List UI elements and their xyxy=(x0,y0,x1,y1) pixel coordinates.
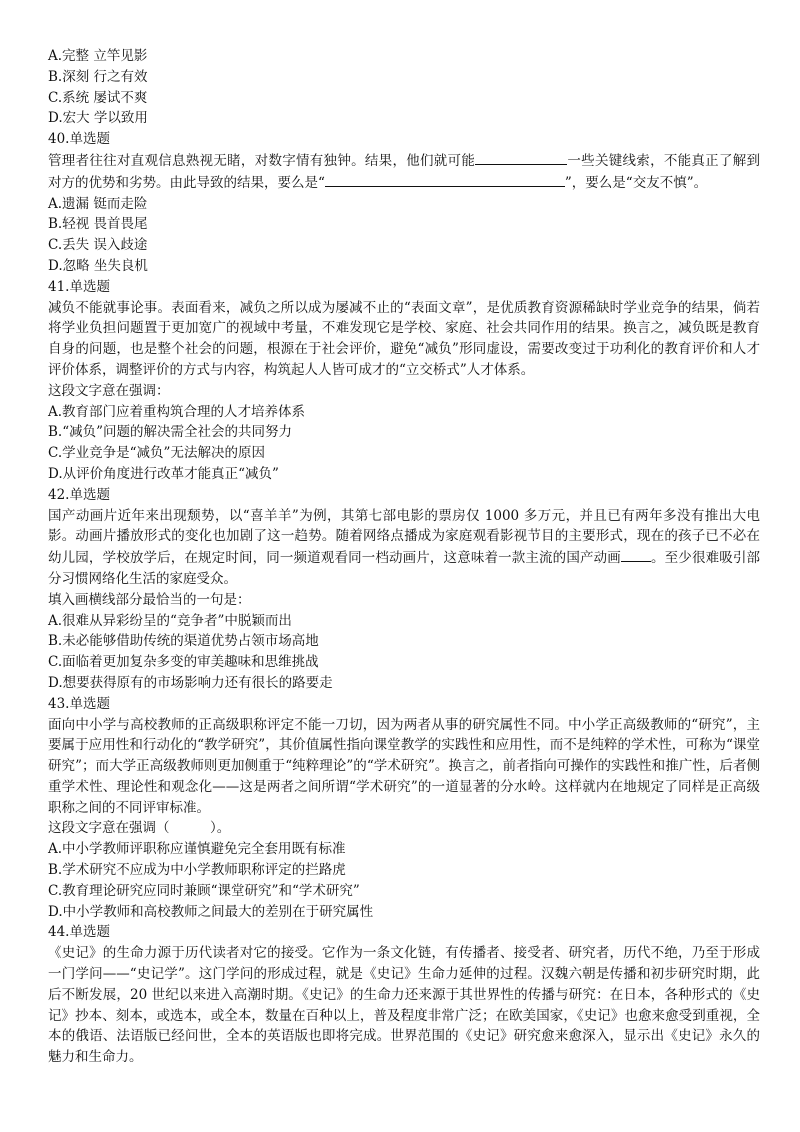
option-c[interactable]: C.面临着更加复杂多变的审美趣味和思维挑战 xyxy=(48,654,319,671)
option-a[interactable]: A.遗漏 铤而走险 xyxy=(48,195,148,212)
question-header: 42.单选题 xyxy=(48,486,110,503)
stem-text: 一些关键线索，不能真正了解到对方的优势和劣势。由此导致的结果，要么是“ xyxy=(48,152,761,191)
option-a[interactable]: A.教育部门应着重构筑合理的人才培养体系 xyxy=(48,403,306,420)
question-stem: 《史记》的生命力源于历代读者对它的接受。它作为一条文化链，有传播者、接受者、研究者，历代不绝，乃至于形成一门学问——“史记学”。这门学问的形成过程，就是《史记》生命力延伸的过程。汉魏六朝是传播和初步研究时期，此后不断发展，20 世纪以来进入高潮时期。《史记》的生命力还来源于其世界性的传播与研究：在日本，各种形式的《史记》抄本、刻本，或选本，或全本，数量在百种以上，普及程度非常广泛；在欧美国家，《史记》也愈来愈受到重视，全本的俄语、法语版已经问世，全本的英语版也即将完成。世界范围的《史记》研究愈来愈深入，显示出《史记》永久的魅力和生命力。 xyxy=(48,945,760,1066)
option-b[interactable]: B.“减负”问题的解决需全社会的共同努力 xyxy=(48,424,293,441)
question-43 xyxy=(48,694,760,923)
option-a[interactable]: A.完整 立竿见影 xyxy=(48,48,148,64)
option-d[interactable]: D.中小学教师和高校教师之间最大的差别在于研究属性 xyxy=(48,903,374,920)
question-header: 40.单选题 xyxy=(48,131,110,148)
option-c[interactable]: C.学业竞争是“减负”无法解决的原因 xyxy=(48,445,265,462)
question-prompt: 这段文字意在强调： xyxy=(48,382,170,399)
question-stem: 面向中小学与高校教师的正高级职称评定不能一刀切，因为两者从事的研究属性不同。中小学正高级教师的“研究”，主要属于应用性和行动化的“教学研究”，其价值属性指向课堂教学的实践性和应用性，而不是纯粹的学术性，可称为“课堂研究”；而大学正高级教师则更加侧重于“纯粹理论”的“学术研究”。换言之，前者指向可操作的实践性和推广性，后者侧重学术性、理论性和观念化——这是两者之间所谓“学术研究”的一道显著的分水岭。这样就内在地规定了同样是正高级职称之间的不同评审标准。 xyxy=(48,716,760,816)
question-header: 44.单选题 xyxy=(48,924,110,941)
option-a[interactable]: A.很难从异彩纷呈的“竞争者”中脱颖而出 xyxy=(48,612,292,629)
option-c[interactable]: C.系统 屡试不爽 xyxy=(48,89,148,106)
q39-options xyxy=(48,46,760,129)
question-prompt: 填入画横线部分最恰当的一句是： xyxy=(48,591,251,608)
question-header: 43.单选题 xyxy=(48,695,110,712)
question-stem xyxy=(48,506,760,590)
exam-page xyxy=(48,46,760,1068)
answer-blank xyxy=(475,150,567,165)
stem-text: ”，要么是“交友不慎”。 xyxy=(564,174,708,191)
question-stem: 减负不能就事论事。表面看来，减负之所以成为屡减不止的“表面文章”，是优质教育资源稀缺时学业竞争的结果，倘若将学业负担问题置于更加宽广的视域中考量，不难发现它是学校、家庭、社会共同作用的结果。换言之，减负既是教育自身的问题，也是整个社会的问题，根源在于社会评价，避免“减负”形同虚设，需要改变过于功利化的教育评价和人才评价体系，调整评价的方式与内容，构筑起人人皆可成才的“立交桥式”人才体系。 xyxy=(48,299,760,378)
stem-text: 。至少很难吸引部分习惯网络化生活的家庭受众。 xyxy=(48,550,761,587)
option-b[interactable]: B.学术研究不应成为中小学教师职称评定的拦路虎 xyxy=(48,862,346,879)
stem-text: 管理者往往对直观信息熟视无睹，对数字情有独钟。结果，他们就可能 xyxy=(48,152,476,169)
option-d[interactable]: D.从评价角度进行改革才能真正“减负” xyxy=(48,465,279,482)
option-b[interactable]: B.深刻 行之有效 xyxy=(48,68,148,85)
question-stem xyxy=(48,150,760,194)
question-44 xyxy=(48,922,760,1068)
answer-blank xyxy=(621,547,651,562)
question-42 xyxy=(48,485,760,694)
option-d[interactable]: D.想要获得原有的市场影响力还有很长的路要走 xyxy=(48,674,333,691)
option-c[interactable]: C.教育理论研究应同时兼顾“课堂研究”和“学术研究” xyxy=(48,882,360,899)
option-a[interactable]: A.中小学教师评职称应谨慎避免完全套用既有标准 xyxy=(48,841,346,858)
question-40 xyxy=(48,129,760,277)
question-41 xyxy=(48,277,760,485)
option-b[interactable]: B.轻视 畏首畏尾 xyxy=(48,216,148,233)
question-prompt: 这段文字意在强调（ ）。 xyxy=(48,820,231,837)
question-header: 41.单选题 xyxy=(48,278,110,295)
option-d[interactable]: D.忽略 坐失良机 xyxy=(48,257,148,274)
stem-text: 国产动画片近年来出现颓势，以“喜羊羊”为例，其第七部电影的票房仅 1000 多万元，并且已有两年多没有推出大电影。动画片播放形式的变化也加剧了这一趋势。随着网络点播成为家庭观看影视节目的主要形式，现在的孩子已不必在幼儿园，学校放学后，在规定时间，同一频道观看同一档动画片，这意味着一款主流的国产动画 xyxy=(48,507,760,567)
option-b[interactable]: B.未必能够借助传统的渠道优势占领市场高地 xyxy=(48,633,319,650)
option-c[interactable]: C.丢失 误入歧途 xyxy=(48,237,148,254)
option-d[interactable]: D.宏大 学以致用 xyxy=(48,110,148,127)
answer-blank xyxy=(325,172,565,187)
